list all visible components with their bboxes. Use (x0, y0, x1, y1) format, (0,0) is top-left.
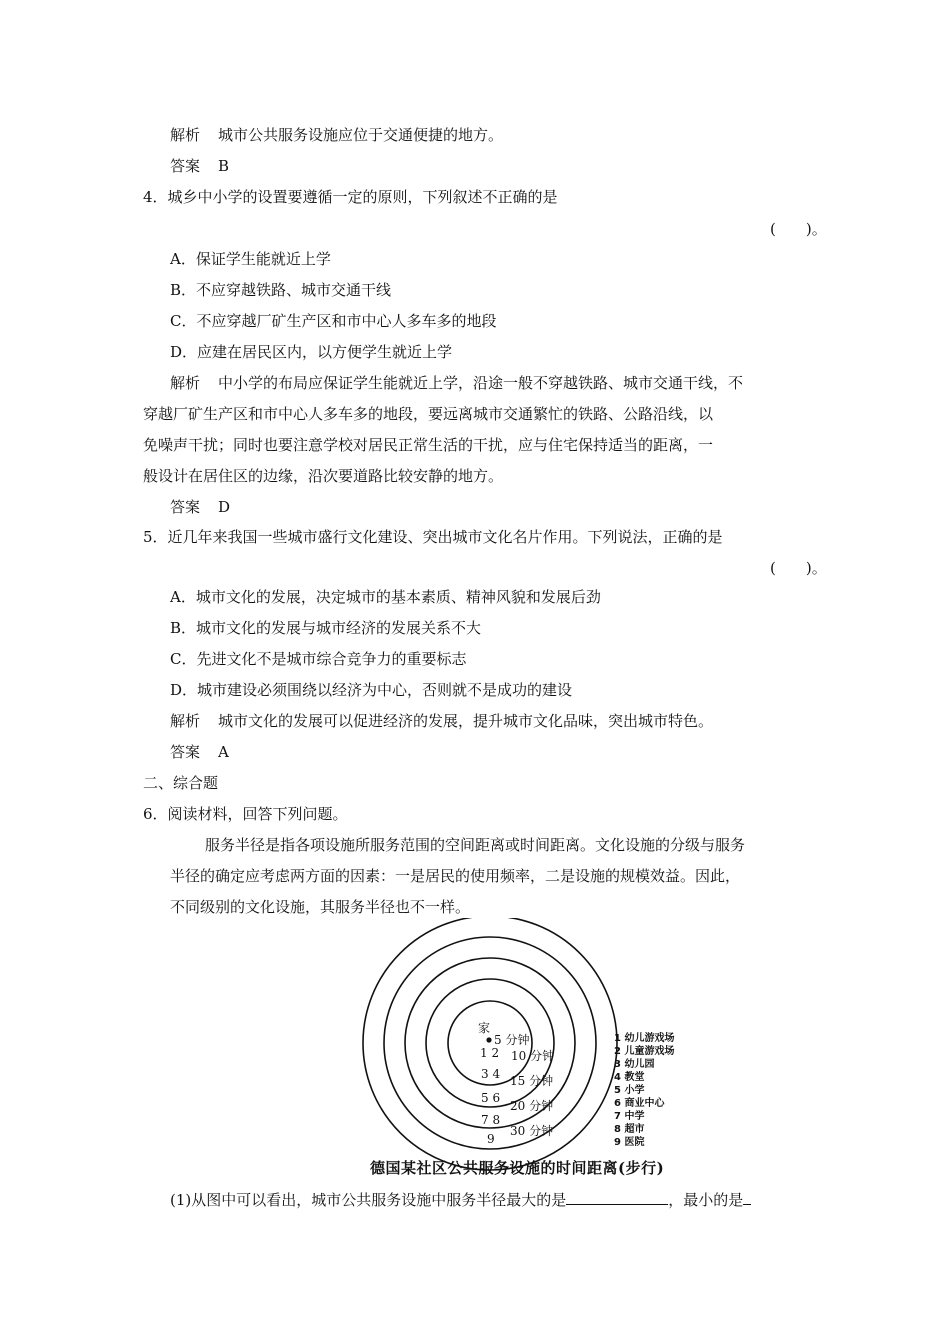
legend-item: 6 商业中心 (614, 1098, 665, 1109)
answer-blank-smallest[interactable] (743, 1190, 751, 1205)
answer-label: 答案 (170, 498, 201, 516)
ring-label-10: 10 分钟 (511, 1049, 555, 1063)
q5-option-b: B．城市文化的发展与城市经济的发展关系不大 (170, 619, 482, 637)
sub1-text-b: ，最小的是 (668, 1191, 744, 1209)
analysis-label: 解析 (170, 712, 201, 730)
q4-analysis-line-4: 般设计在居住区的边缘，沿次要道路比较安静的地方。 (143, 467, 504, 485)
ring-label-30: 30 分钟 (510, 1124, 554, 1138)
q5-answer (170, 742, 229, 762)
analysis-text: 中小学的布局应保证学生能就近上学，沿途一般不穿越铁路、城市交通干线，不 (218, 374, 744, 392)
analysis-text: 城市文化的发展可以促进经济的发展，提升城市文化品味，突出城市特色。 (218, 712, 714, 730)
ring-label-5: 5 分钟 (494, 1033, 530, 1047)
numbers-7-8: 7 8 (481, 1113, 501, 1127)
q5-stem: 5．近几年来我国一些城市盛行文化建设、突出城市文化名片作用。下列说法，正确的是 (143, 528, 723, 546)
answer-blank-largest[interactable] (566, 1190, 668, 1205)
q6-sub1 (170, 1190, 751, 1210)
q6-material-line-3: 不同级别的文化设施，其服务半径也不一样。 (170, 898, 471, 916)
legend-item: 8 超市 (614, 1124, 645, 1135)
center-label: 家 (477, 1021, 491, 1035)
q6-material-line-2: 半径的确定应考虑两方面的因素：一是居民的使用频率，二是设施的规模效益。因此， (170, 867, 741, 885)
home-dot (486, 1037, 491, 1042)
analysis-label: 解析 (170, 374, 201, 392)
sub1-text-a: (1)从图中可以看出，城市公共服务设施中服务半径最大的是 (170, 1191, 567, 1209)
section-heading: 二、综合题 (143, 774, 219, 792)
service-radius-diagram (360, 918, 740, 1178)
answer-value: D (218, 498, 231, 516)
analysis-text: 城市公共服务设施应位于交通便捷的地方。 (218, 126, 504, 144)
number-9: 9 (487, 1132, 495, 1146)
q4-option-a: A．保证学生能就近上学 (170, 250, 331, 268)
q4-option-d: D．应建在居民区内，以方便学生就近上学 (170, 343, 453, 361)
q5-analysis (170, 711, 713, 731)
q4-option-b: B．不应穿越铁路、城市交通干线 (170, 281, 392, 299)
answer-value: B (218, 157, 230, 175)
q5-option-a: A．城市文化的发展，决定城市的基本素质、精神风貌和发展后劲 (170, 588, 601, 606)
q5-option-c: C．先进文化不是城市综合竞争力的重要标志 (170, 650, 467, 668)
q4-option-c: C．不应穿越厂矿生产区和市中心人多车多的地段 (170, 312, 497, 330)
legend-item: 7 中学 (614, 1111, 645, 1122)
q4-answer (170, 497, 230, 517)
ring-label-20: 20 分钟 (510, 1099, 554, 1113)
answer-label: 答案 (170, 743, 201, 761)
legend-item: 1 幼儿游戏场 (614, 1033, 675, 1044)
legend-item: 9 医院 (614, 1137, 645, 1148)
legend-item: 2 儿童游戏场 (614, 1046, 675, 1057)
q3-analysis (170, 125, 503, 145)
legend (614, 1031, 674, 1148)
q4-analysis-line-1 (170, 373, 743, 393)
legend-item: 4 教堂 (614, 1072, 645, 1083)
legend-item: 5 小学 (614, 1085, 645, 1096)
q4-analysis-line-2: 穿越厂矿生产区和市中心人多车多的地段，要远离城市交通繁忙的铁路、公路沿线，以 (143, 405, 714, 423)
q3-answer (170, 156, 229, 176)
q4-analysis-line-3: 免噪声干扰；同时也要注意学校对居民正常生活的干扰，应与住宅保持适当的距离，一 (143, 436, 714, 454)
q4-answer-paren: ( )。 (770, 220, 827, 238)
q6-material-line-1: 服务半径是指各项设施所服务范围的空间距离或时间距离。文化设施的分级与服务 (205, 836, 746, 854)
numbers-5-6: 5 6 (481, 1091, 501, 1105)
numbers-1-2: 1 2 (480, 1046, 500, 1060)
ring-label-15: 15 分钟 (510, 1074, 554, 1088)
answer-label: 答案 (170, 157, 201, 175)
figure-caption: 德国某社区公共服务设施的时间距离(步行) (370, 1159, 665, 1177)
numbers-3-4: 3 4 (481, 1067, 501, 1081)
q4-stem: 4．城乡中小学的设置要遵循一定的原则，下列叙述不正确的是 (143, 188, 558, 206)
q5-option-d: D．城市建设必须围绕以经济为中心，否则就不是成功的建设 (170, 681, 573, 699)
legend-item: 3 幼儿园 (614, 1059, 655, 1070)
analysis-label: 解析 (170, 126, 201, 144)
answer-value: A (218, 743, 229, 761)
q5-answer-paren: ( )。 (770, 559, 827, 577)
q6-stem: 6．阅读材料，回答下列问题。 (143, 805, 348, 823)
